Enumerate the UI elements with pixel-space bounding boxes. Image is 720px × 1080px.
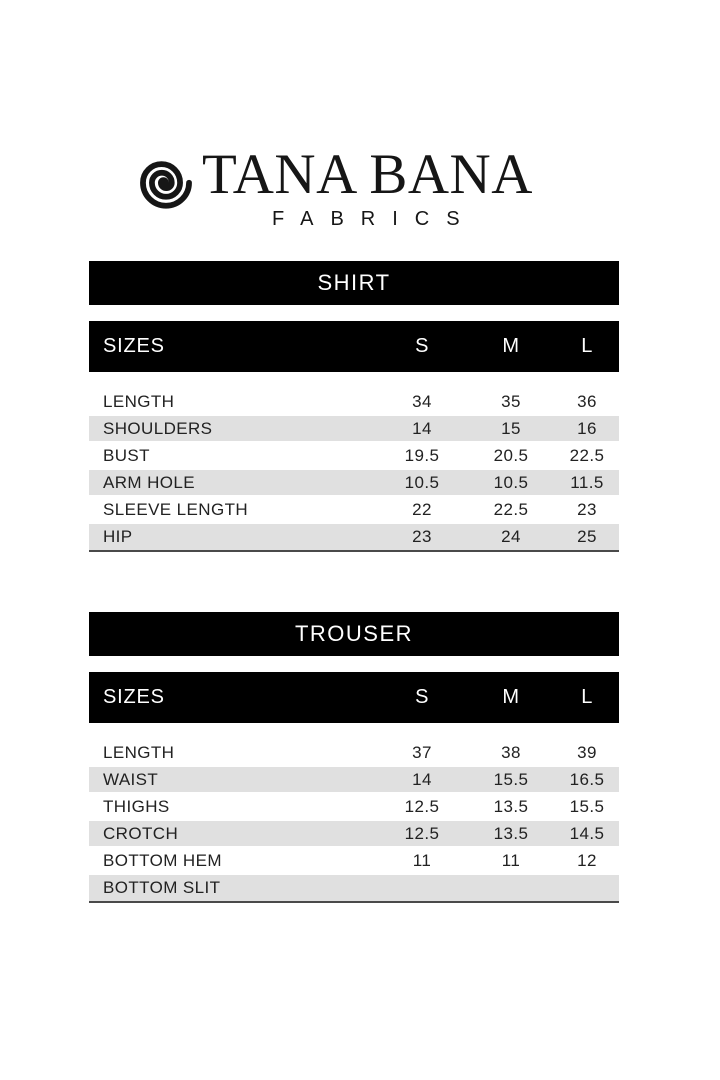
row-label: BUST [103, 445, 150, 465]
table-row [89, 496, 619, 523]
row-value: 34 [412, 391, 432, 411]
brand-wordmark [202, 143, 533, 231]
shirt-size-table [89, 261, 619, 552]
row-value: 25 [577, 526, 597, 546]
row-value: 10.5 [404, 472, 440, 492]
sizes-label: SIZES [103, 686, 165, 708]
row-value: 15 [501, 418, 521, 438]
shirt-title-banner: SHIRT [89, 261, 619, 305]
row-value: 20.5 [493, 445, 529, 465]
spiral-icon [134, 151, 198, 217]
row-value: 22.5 [493, 499, 529, 519]
row-value: 22 [412, 499, 432, 519]
table-row [89, 820, 619, 847]
row-value: 12 [577, 850, 597, 870]
row-label: HIP [103, 526, 133, 546]
table-row [89, 766, 619, 793]
row-value: 14 [412, 769, 432, 789]
row-value: 15.5 [569, 796, 605, 816]
row-label: SLEEVE LENGTH [103, 499, 249, 519]
column-header-m: M [502, 686, 520, 708]
row-value: 37 [412, 742, 432, 762]
row-value: 23 [577, 499, 597, 519]
row-label: ARM HOLE [103, 472, 195, 492]
row-value: 14.5 [569, 823, 605, 843]
trouser-title-banner: TROUSER [89, 612, 619, 656]
column-header-l: L [581, 335, 593, 357]
trouser-sizes-header [89, 672, 619, 723]
row-label: BOTTOM HEM [103, 850, 222, 870]
column-header-l: L [581, 686, 593, 708]
row-label: LENGTH [103, 742, 175, 762]
row-value: 12.5 [404, 796, 440, 816]
sizes-label: SIZES [103, 335, 165, 357]
row-label: CROTCH [103, 823, 179, 843]
row-label: SHOULDERS [103, 418, 213, 438]
column-header-m: M [502, 335, 520, 357]
brand-name: TANA BANA [202, 143, 533, 206]
table-row [89, 442, 619, 469]
row-value: 22.5 [569, 445, 605, 465]
row-value: 38 [501, 742, 521, 762]
table-row [89, 847, 619, 874]
row-value: 14 [412, 418, 432, 438]
row-value: 10.5 [493, 472, 529, 492]
row-value: 12.5 [404, 823, 440, 843]
row-label: BOTTOM SLIT [103, 877, 221, 897]
shirt-sizes-header [89, 321, 619, 372]
table-row [89, 469, 619, 496]
table-row [89, 388, 619, 415]
row-value: 19.5 [404, 445, 440, 465]
column-header-s: S [415, 686, 429, 708]
column-header-s: S [415, 335, 429, 357]
row-value: 11 [412, 850, 432, 870]
row-label: LENGTH [103, 391, 175, 411]
table-row [89, 793, 619, 820]
trouser-table-rows [89, 739, 619, 903]
row-value: 39 [577, 742, 597, 762]
row-value: 16.5 [569, 769, 605, 789]
row-value: 11.5 [570, 472, 604, 492]
table-row [89, 739, 619, 766]
brand-subtitle: FABRICS [272, 208, 477, 230]
table-row [89, 523, 619, 550]
row-value: 23 [412, 526, 432, 546]
spiral-logo-icon [134, 151, 198, 217]
row-value: 15.5 [493, 769, 529, 789]
row-label: WAIST [103, 769, 159, 789]
shirt-table-rows [89, 388, 619, 552]
row-label: THIGHS [103, 796, 170, 816]
row-value: 36 [577, 391, 597, 411]
table-row [89, 415, 619, 442]
row-value: 13.5 [493, 796, 529, 816]
row-value: 35 [501, 391, 521, 411]
row-value: 24 [501, 526, 521, 546]
row-value: 11 [501, 850, 521, 870]
row-value: 16 [577, 418, 597, 438]
row-value: 13.5 [493, 823, 529, 843]
table-row [89, 874, 619, 901]
trouser-size-table [89, 612, 619, 903]
